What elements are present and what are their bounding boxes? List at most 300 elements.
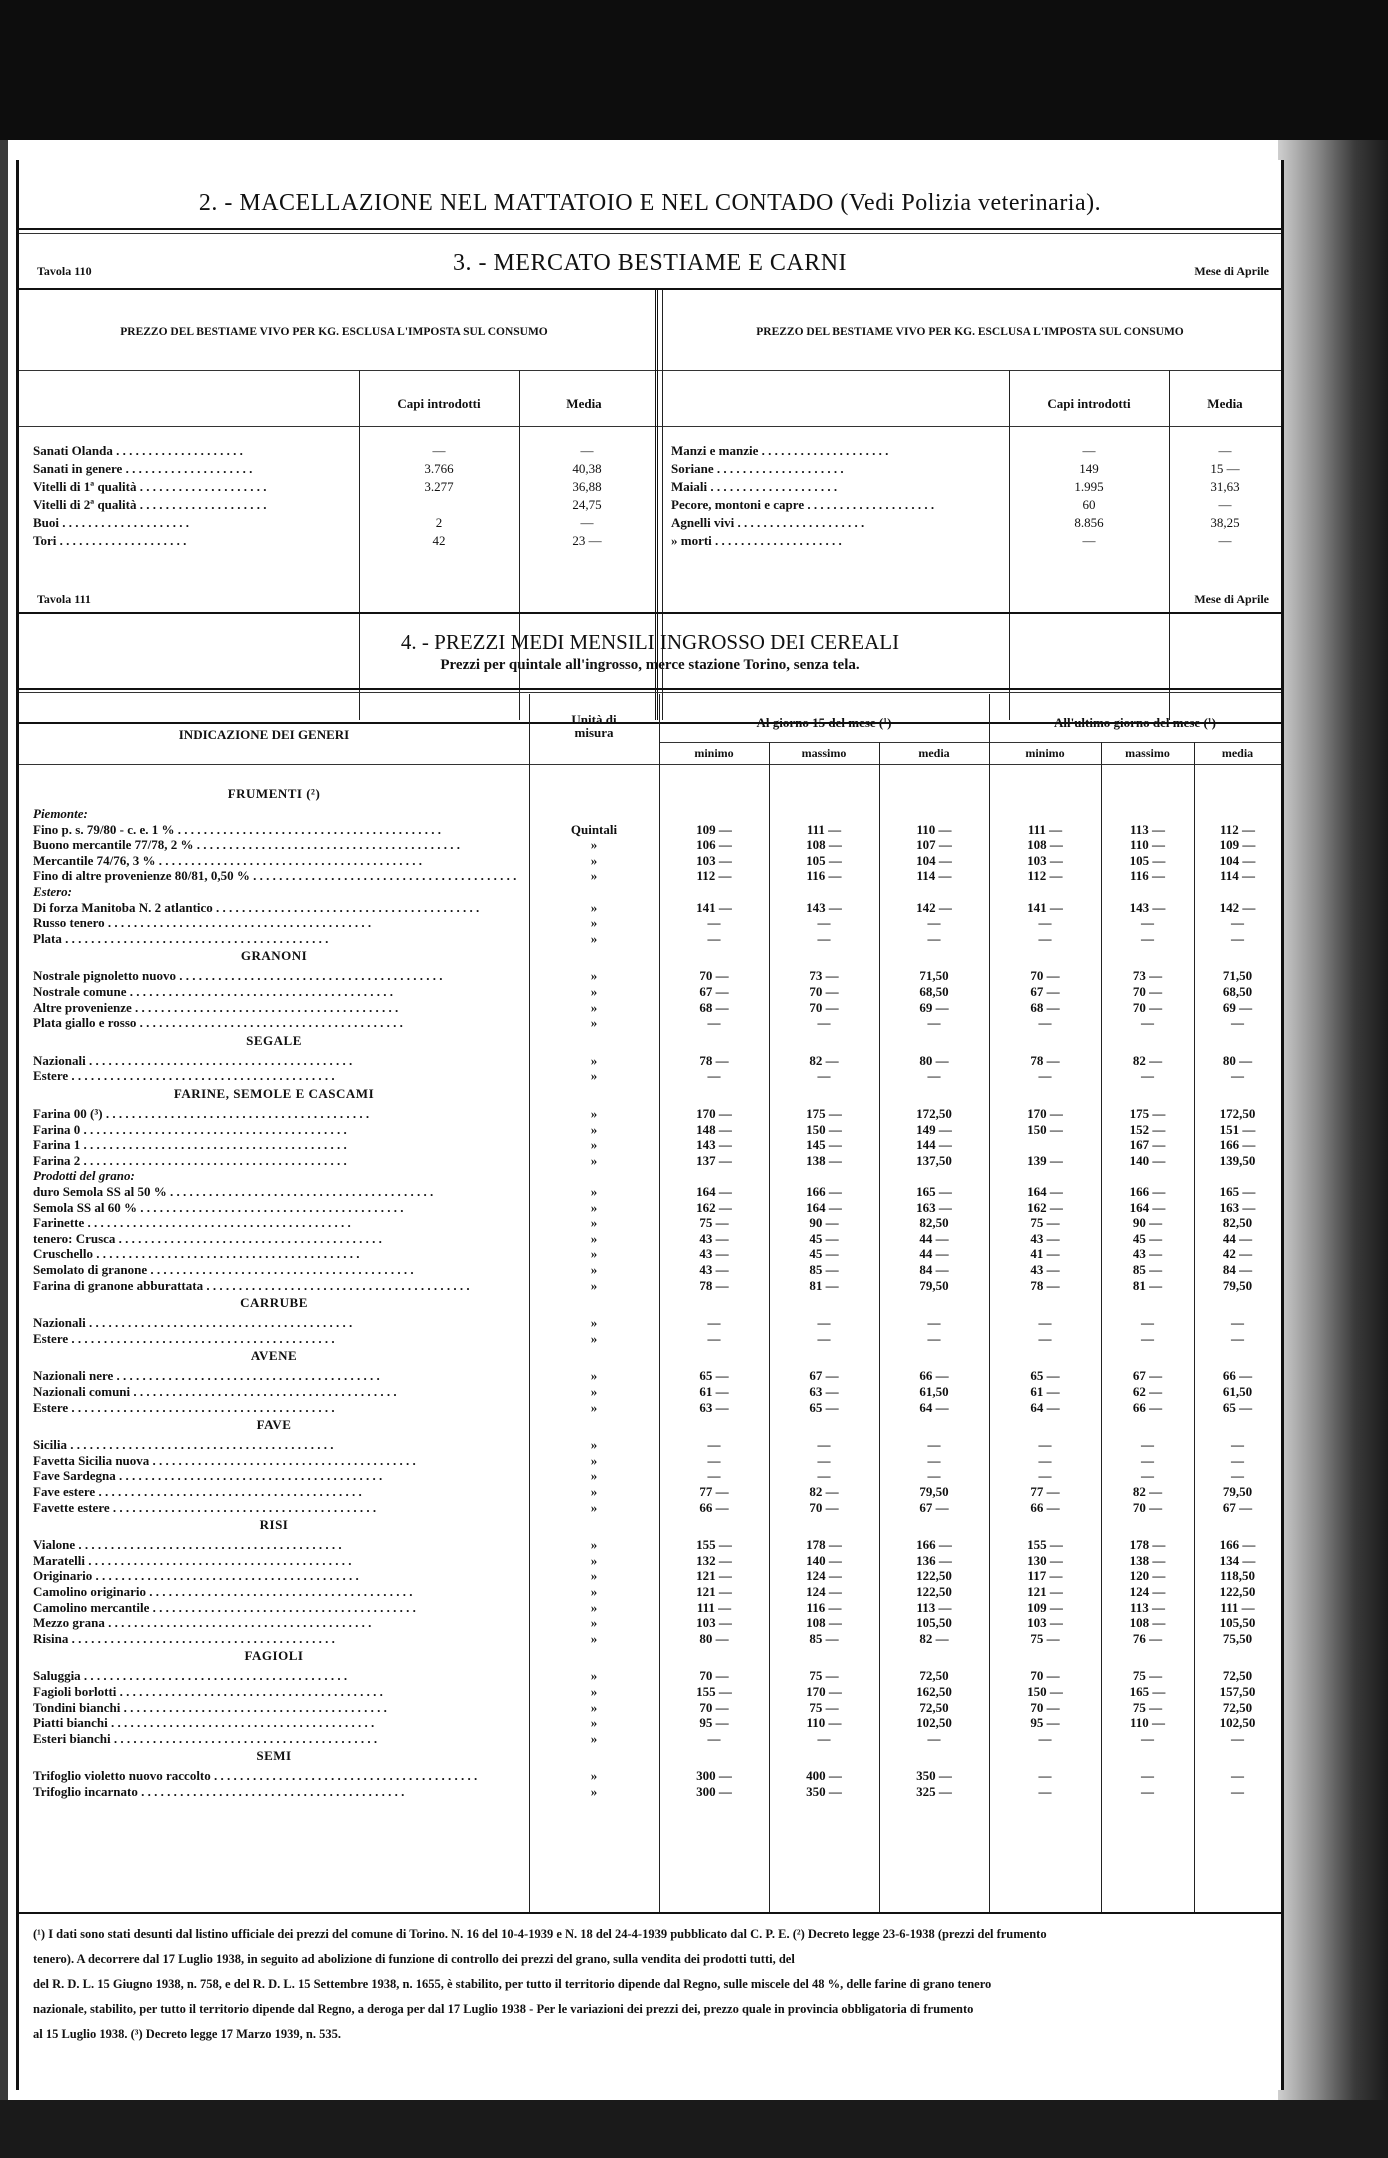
price-cell: 73 — bbox=[1132, 968, 1163, 984]
price-cell: 166 — bbox=[1219, 1537, 1256, 1553]
price-cell: 66 — bbox=[1132, 1399, 1163, 1415]
price-cell: 122,50 bbox=[1219, 1584, 1256, 1599]
price-cell: — bbox=[927, 1315, 941, 1331]
price-cell: 112 — bbox=[1219, 821, 1256, 837]
t110-left-col-media: Media bbox=[566, 396, 602, 411]
livestock-media: 38,25 bbox=[1210, 515, 1240, 530]
scan-top-border bbox=[0, 0, 1388, 140]
price-cell: — bbox=[1141, 1330, 1154, 1346]
price-cell: 78 — bbox=[1030, 1277, 1060, 1293]
price-cell: 139 — bbox=[1027, 1152, 1063, 1168]
unit-cell: » bbox=[590, 1584, 598, 1599]
price-cell: 67 — bbox=[919, 1499, 949, 1515]
price-cell: 164 — bbox=[696, 1184, 732, 1199]
price-cell: 62 — bbox=[1132, 1384, 1163, 1399]
price-cell: — bbox=[1038, 1315, 1052, 1331]
col-unita: Unità di misura bbox=[571, 712, 617, 740]
price-cell: 175 — bbox=[806, 1106, 842, 1121]
price-cell: 66 — bbox=[1030, 1499, 1060, 1515]
price-cell: 75 — bbox=[809, 1668, 839, 1684]
price-cell: 43 — bbox=[699, 1246, 729, 1262]
price-cell: — bbox=[927, 1452, 941, 1468]
price-cell: — bbox=[1231, 1068, 1244, 1084]
divider bbox=[19, 612, 1281, 614]
unit-cell: » bbox=[590, 1537, 598, 1553]
price-cell: — bbox=[1141, 1784, 1154, 1799]
footnote-line: al 15 Luglio 1938. (³) Decreto legge 17 Marzo 1939, n. 535. bbox=[33, 2027, 341, 2041]
price-cell: 43 — bbox=[699, 1262, 729, 1277]
unit-cell: » bbox=[590, 1368, 598, 1384]
price-cell: — bbox=[1231, 915, 1244, 931]
price-cell: 170 — bbox=[806, 1684, 842, 1699]
unit-cell: » bbox=[590, 1230, 598, 1246]
price-cell: 138 — bbox=[806, 1152, 842, 1168]
price-cell: 110 — bbox=[806, 1715, 842, 1731]
cereal-label: Nazionali . . . . . . . . . . . . . . . . . . . . . . . . . . . . . . . . . . . . . . . . . bbox=[33, 1315, 353, 1331]
price-cell: 110 — bbox=[1129, 837, 1166, 853]
price-cell: 166 — bbox=[916, 1537, 952, 1553]
price-cell: 122,50 bbox=[916, 1584, 952, 1599]
price-cell: 103 — bbox=[696, 852, 732, 868]
price-cell: 61 — bbox=[1030, 1384, 1060, 1399]
cereal-label: Trifoglio incarnato . . . . . . . . . . . . . . . . . . . . . . . . . . . . . . . . . . . . . . . . . bbox=[33, 1784, 405, 1799]
unit-cell: » bbox=[590, 868, 598, 884]
cereal-label: Di forza Manitoba N. 2 atlantico . . . . . . . . . . . . . . . . . . . . . . . . . . . . . . . . . . . . . . . . . bbox=[33, 899, 480, 915]
unit-cell: » bbox=[590, 1399, 598, 1415]
unit-cell: » bbox=[590, 1784, 598, 1799]
livestock-label: » morti . . . . . . . . . . . . . . . . . . . . bbox=[671, 533, 842, 548]
price-cell: 139,50 bbox=[1219, 1152, 1256, 1168]
livestock-media: 31,63 bbox=[1210, 479, 1240, 494]
livestock-capi: 2 bbox=[435, 515, 443, 530]
price-cell: 148 — bbox=[696, 1121, 732, 1137]
divider bbox=[19, 764, 1281, 765]
cereal-label: Originario . . . . . . . . . . . . . . . . . . . . . . . . . . . . . . . . . . . . . . . . . bbox=[33, 1568, 359, 1584]
price-cell: 134 — bbox=[1219, 1552, 1256, 1568]
price-cell: 68,50 bbox=[1222, 984, 1253, 999]
price-cell: 113 — bbox=[1129, 1599, 1166, 1615]
price-cell: 106 — bbox=[696, 837, 732, 853]
col-group-15: Al giorno 15 del mese (¹) bbox=[756, 715, 892, 730]
price-cell: 95 — bbox=[699, 1715, 729, 1731]
price-cell: — bbox=[1231, 1015, 1244, 1031]
unit-cell: » bbox=[590, 1499, 598, 1515]
price-cell: 70 — bbox=[1030, 968, 1060, 984]
price-cell: 85 — bbox=[809, 1630, 839, 1646]
price-cell: 165 — bbox=[1219, 1184, 1256, 1199]
price-cell: — bbox=[817, 1468, 831, 1484]
price-cell: — bbox=[1038, 1068, 1052, 1084]
price-cell: 102,50 bbox=[916, 1715, 952, 1731]
price-cell: 67 — bbox=[1132, 1368, 1163, 1384]
price-cell: 75 — bbox=[1030, 1215, 1060, 1231]
price-cell: 82,50 bbox=[919, 1215, 949, 1231]
price-cell: — bbox=[707, 1330, 721, 1346]
price-cell: 66 — bbox=[699, 1499, 729, 1515]
subcategory-label: Prodotti del grano: bbox=[33, 1168, 135, 1184]
price-cell: 82 — bbox=[1132, 1052, 1163, 1068]
price-cell: 45 — bbox=[809, 1246, 839, 1262]
unit-cell: » bbox=[590, 1630, 598, 1646]
price-cell: 144 — bbox=[916, 1137, 952, 1153]
price-cell: — bbox=[817, 1315, 831, 1331]
price-cell: 114 — bbox=[916, 868, 952, 884]
price-cell: 82 — bbox=[919, 1630, 949, 1646]
unit-cell: » bbox=[590, 1468, 598, 1484]
price-cell: 117 — bbox=[1027, 1568, 1063, 1584]
unit-cell: » bbox=[590, 1552, 598, 1568]
category-heading: FARINE, SEMOLE E CASCAMI bbox=[173, 1086, 375, 1101]
price-cell: — bbox=[817, 915, 831, 931]
price-cell: 300 — bbox=[696, 1768, 732, 1784]
price-cell: — bbox=[1141, 915, 1154, 931]
cereal-label: Plata giallo e rosso . . . . . . . . . . . . . . . . . . . . . . . . . . . . . . . . . . . . . . . . . bbox=[33, 1015, 403, 1031]
price-cell: 164 — bbox=[1027, 1184, 1063, 1199]
price-cell: 43 — bbox=[1030, 1230, 1060, 1246]
price-cell: 143 — bbox=[696, 1137, 732, 1153]
price-cell: 64 — bbox=[919, 1399, 949, 1415]
price-cell: 77 — bbox=[699, 1484, 729, 1499]
subcategory-label: Piemonte: bbox=[33, 806, 88, 821]
divider bbox=[19, 370, 1281, 371]
price-cell: 166 — bbox=[806, 1184, 842, 1199]
price-cell: — bbox=[1141, 1768, 1154, 1784]
unit-cell: » bbox=[590, 1730, 598, 1746]
price-cell: 141 — bbox=[696, 899, 732, 915]
unit-cell: » bbox=[590, 1199, 598, 1215]
cereal-label: Trifoglio violetto nuovo raccolto . . . . . . . . . . . . . . . . . . . . . . . . . . . . . . . . . . . . . . . . . bbox=[33, 1768, 478, 1784]
price-cell: 105 — bbox=[1129, 852, 1166, 868]
price-cell: 70 — bbox=[699, 968, 729, 984]
cereal-label: Semola SS al 60 % . . . . . . . . . . . . . . . . . . . . . . . . . . . . . . . . . . . . . . . . . bbox=[33, 1199, 404, 1215]
price-cell: — bbox=[927, 1437, 941, 1453]
cereal-label: Sicilia . . . . . . . . . . . . . . . . . . . . . . . . . . . . . . . . . . . . . . . . . bbox=[33, 1437, 334, 1453]
price-cell: 79,50 bbox=[919, 1484, 949, 1499]
price-cell: 81 — bbox=[1132, 1277, 1163, 1293]
price-cell: 70 — bbox=[1030, 1668, 1060, 1684]
price-cell: 116 — bbox=[1129, 868, 1166, 884]
col-generi: INDICAZIONE DEI GENERI bbox=[178, 727, 350, 742]
price-cell: — bbox=[1231, 1468, 1244, 1484]
cereal-label: Favetta Sicilia nuova . . . . . . . . . . . . . . . . . . . . . . . . . . . . . . . . . . . . . . . . . bbox=[33, 1452, 416, 1468]
price-cell: — bbox=[817, 1015, 831, 1031]
price-cell: — bbox=[927, 1468, 941, 1484]
cereal-label: Camolino originario . . . . . . . . . . . . . . . . . . . . . . . . . . . . . . . . . . . . . . . . . bbox=[33, 1584, 413, 1599]
price-cell: 105,50 bbox=[1219, 1615, 1256, 1631]
price-cell: — bbox=[1231, 1784, 1244, 1799]
livestock-media: — bbox=[1218, 533, 1232, 548]
unit-cell: » bbox=[590, 984, 598, 999]
tavola-111-subtitle: Prezzi per quintale all'ingrosso, merce stazione Torino, senza tela. bbox=[440, 657, 860, 673]
unit-cell: Quintali bbox=[570, 821, 618, 837]
price-cell: 76 — bbox=[1132, 1630, 1163, 1646]
price-cell: 80 — bbox=[699, 1630, 729, 1646]
price-cell: 70 — bbox=[1030, 1699, 1060, 1715]
livestock-media: 24,75 bbox=[572, 497, 602, 512]
price-cell: 66 — bbox=[919, 1368, 949, 1384]
price-cell: 75 — bbox=[1132, 1699, 1163, 1715]
price-cell: 116 — bbox=[806, 1599, 842, 1615]
price-cell: 72,50 bbox=[1222, 1668, 1253, 1684]
tavola-110-title: 3. - MERCATO BESTIAME E CARNI bbox=[452, 250, 848, 276]
price-cell: — bbox=[707, 1015, 721, 1031]
cereal-label: Plata . . . . . . . . . . . . . . . . . . . . . . . . . . . . . . . . . . . . . . . . . bbox=[33, 930, 329, 946]
unit-cell: » bbox=[590, 1246, 598, 1262]
unit-cell: » bbox=[590, 1121, 598, 1137]
price-cell: 84 — bbox=[919, 1262, 949, 1277]
price-cell: 163 — bbox=[1219, 1199, 1256, 1215]
price-cell: 167 — bbox=[1129, 1137, 1166, 1153]
cereal-label: Nazionali . . . . . . . . . . . . . . . . . . . . . . . . . . . . . . . . . . . . . . . . . bbox=[33, 1052, 353, 1068]
price-cell: 175 — bbox=[1129, 1106, 1166, 1121]
scan-right-edge bbox=[1278, 140, 1388, 2130]
price-cell: 64 — bbox=[1030, 1399, 1060, 1415]
livestock-label: Manzi e manzie . . . . . . . . . . . . . . . . . . . . bbox=[671, 443, 889, 458]
t110-right-col-capi: Capi introdotti bbox=[1047, 396, 1131, 411]
price-cell: 95 — bbox=[1030, 1715, 1060, 1731]
price-cell: — bbox=[927, 930, 941, 946]
scan-left-border bbox=[0, 140, 8, 2100]
unit-cell: » bbox=[590, 1330, 598, 1346]
tavola-111-month: Mese di Aprile bbox=[1194, 592, 1269, 606]
cereal-label: Farina 00 (³) . . . . . . . . . . . . . . . . . . . . . . . . . . . . . . . . . . . . . . . . . bbox=[33, 1106, 370, 1121]
t110-right-heading: PREZZO DEL BESTIAME VIVO PER KG. ESCLUSA L'IMPOSTA SUL CONSUMO bbox=[756, 326, 1184, 338]
price-cell: 113 — bbox=[1129, 821, 1166, 837]
price-cell: 70 — bbox=[1132, 1499, 1163, 1515]
tavola-111-title: 4. - PREZZI MEDI MENSILI INGROSSO DEI CEREALI bbox=[400, 630, 900, 654]
cereal-label: Altre provenienze . . . . . . . . . . . . . . . . . . . . . . . . . . . . . . . . . . . . . . . . . bbox=[33, 999, 399, 1015]
price-cell: 143 — bbox=[1129, 899, 1166, 915]
price-cell: 143 — bbox=[806, 899, 842, 915]
cereal-label: Fagioli borlotti . . . . . . . . . . . . . . . . . . . . . . . . . . . . . . . . . . . . . . . . . bbox=[33, 1684, 383, 1699]
price-cell: 141 — bbox=[1027, 899, 1063, 915]
cereal-label: Farinette . . . . . . . . . . . . . . . . . . . . . . . . . . . . . . . . . . . . . . . . . bbox=[33, 1215, 351, 1231]
price-cell: 170 — bbox=[1027, 1106, 1063, 1121]
price-cell: 78 — bbox=[699, 1052, 729, 1068]
unit-cell: » bbox=[590, 899, 598, 915]
unit-cell: » bbox=[590, 1052, 598, 1068]
unit-cell: » bbox=[590, 1315, 598, 1331]
cereal-label: Fave Sardegna . . . . . . . . . . . . . . . . . . . . . . . . . . . . . . . . . . . . . . . . . bbox=[33, 1468, 383, 1484]
price-cell: 82,50 bbox=[1222, 1215, 1253, 1231]
col-rule bbox=[662, 290, 663, 720]
livestock-label: Pecore, montoni e capre . . . . . . . . . . . . . . . . . . . . bbox=[671, 497, 935, 512]
price-cell: 121 — bbox=[696, 1568, 732, 1584]
divider bbox=[19, 692, 1281, 693]
unit-cell: » bbox=[590, 915, 598, 931]
price-cell: 105,50 bbox=[916, 1615, 952, 1631]
price-cell: 43 — bbox=[1132, 1246, 1163, 1262]
price-cell: 155 — bbox=[1027, 1537, 1063, 1553]
price-cell: — bbox=[1038, 1330, 1052, 1346]
price-cell: — bbox=[927, 1330, 941, 1346]
subhead-min: minimo bbox=[1025, 746, 1065, 760]
price-cell: 109 — bbox=[1027, 1599, 1063, 1615]
cereal-label: Vialone . . . . . . . . . . . . . . . . . . . . . . . . . . . . . . . . . . . . . . . . . bbox=[33, 1537, 342, 1553]
cereal-label: Nostrale comune . . . . . . . . . . . . . . . . . . . . . . . . . . . . . . . . . . . . . . . . . bbox=[33, 984, 394, 999]
price-cell: 69 — bbox=[919, 999, 949, 1015]
price-cell: 79,50 bbox=[919, 1277, 949, 1293]
unit-cell: » bbox=[590, 1015, 598, 1031]
price-cell: 82 — bbox=[809, 1052, 839, 1068]
price-cell: 79,50 bbox=[1222, 1484, 1253, 1499]
price-cell: 151 — bbox=[1219, 1121, 1256, 1137]
price-cell: — bbox=[927, 915, 941, 931]
unit-cell: » bbox=[590, 1568, 598, 1584]
price-cell: 67 — bbox=[1030, 984, 1060, 999]
price-cell: 63 — bbox=[699, 1399, 729, 1415]
divider bbox=[659, 742, 1281, 743]
price-cell: — bbox=[817, 1068, 831, 1084]
price-cell: — bbox=[927, 1015, 941, 1031]
livestock-label: Soriane . . . . . . . . . . . . . . . . . . . . bbox=[671, 461, 844, 476]
price-cell: — bbox=[1141, 1315, 1154, 1331]
price-cell: 172,50 bbox=[916, 1106, 952, 1121]
price-cell: 108 — bbox=[1027, 837, 1063, 853]
subhead-med: media bbox=[918, 746, 950, 760]
unit-cell: » bbox=[590, 1068, 598, 1084]
price-cell: — bbox=[707, 930, 721, 946]
unit-cell: » bbox=[590, 852, 598, 868]
price-cell: 104 — bbox=[916, 852, 952, 868]
price-cell: 75 — bbox=[1132, 1668, 1163, 1684]
price-cell: 43 — bbox=[699, 1230, 729, 1246]
price-cell: — bbox=[1038, 1015, 1052, 1031]
category-heading: GRANONI bbox=[240, 948, 308, 964]
divider bbox=[19, 288, 1281, 290]
price-cell: 108 — bbox=[806, 1615, 842, 1631]
unit-cell: » bbox=[590, 1262, 598, 1277]
unit-cell: » bbox=[590, 1437, 598, 1453]
unit-cell: » bbox=[590, 1684, 598, 1699]
price-cell: 84 — bbox=[1222, 1262, 1253, 1277]
price-cell: — bbox=[1038, 1468, 1052, 1484]
price-cell: 65 — bbox=[1030, 1368, 1060, 1384]
category-heading: SEGALE bbox=[246, 1032, 302, 1048]
price-cell: — bbox=[1038, 1437, 1052, 1453]
price-cell: 70 — bbox=[809, 984, 839, 999]
price-cell: 111 — bbox=[1220, 1599, 1255, 1615]
price-cell: 150 — bbox=[806, 1121, 842, 1137]
livestock-capi: 8.856 bbox=[1074, 515, 1104, 530]
cereal-label: Maratelli . . . . . . . . . . . . . . . . . . . . . . . . . . . . . . . . . . . . . . . . . bbox=[33, 1552, 352, 1568]
price-cell: 121 — bbox=[696, 1584, 732, 1599]
price-cell: — bbox=[1231, 1315, 1244, 1331]
footnote-line: nazionale, stabilito, per tutto il territorio dipende dal Regno, a deroga per dal 17 Luglio 1938 - Per le variazioni dei prezzi dei, prezzo quale in provincia obbligatoria di frumento bbox=[33, 2002, 974, 2016]
divider bbox=[19, 233, 1281, 234]
price-cell: 78 — bbox=[699, 1277, 729, 1293]
price-cell: — bbox=[1231, 1330, 1244, 1346]
price-cell: — bbox=[1141, 930, 1154, 946]
price-cell: 107 — bbox=[916, 837, 952, 853]
livestock-capi: 60 bbox=[1082, 497, 1096, 512]
price-cell: 138 — bbox=[1129, 1552, 1166, 1568]
price-cell: 111 — bbox=[1027, 821, 1063, 837]
price-cell: 85 — bbox=[809, 1262, 839, 1277]
price-cell: 72,50 bbox=[919, 1699, 949, 1715]
price-cell: 77 — bbox=[1030, 1484, 1060, 1499]
price-cell: — bbox=[1231, 1437, 1244, 1453]
price-cell: 150 — bbox=[1027, 1684, 1063, 1699]
unit-cell: » bbox=[590, 1768, 598, 1784]
footnote bbox=[33, 1922, 1269, 2047]
cereal-label: Farina 1 . . . . . . . . . . . . . . . . . . . . . . . . . . . . . . . . . . . . . . . . . bbox=[33, 1137, 347, 1153]
price-cell: 109 — bbox=[696, 821, 732, 837]
cereal-label: Tondini bianchi . . . . . . . . . . . . . . . . . . . . . . . . . . . . . . . . . . . . . . . . . bbox=[33, 1699, 387, 1715]
price-cell: 41 — bbox=[1030, 1246, 1060, 1262]
price-cell: — bbox=[1231, 1768, 1244, 1784]
price-cell: 44 — bbox=[1222, 1230, 1253, 1246]
price-cell: 70 — bbox=[809, 999, 839, 1015]
livestock-media: — bbox=[1218, 443, 1232, 458]
livestock-capi: — bbox=[432, 443, 446, 458]
unit-cell: » bbox=[590, 1452, 598, 1468]
price-cell: 80 — bbox=[1222, 1052, 1253, 1068]
price-cell: 70 — bbox=[809, 1499, 839, 1515]
price-cell: 120 — bbox=[1129, 1568, 1166, 1584]
price-cell: 124 — bbox=[806, 1568, 842, 1584]
price-cell: — bbox=[1141, 1015, 1154, 1031]
price-cell: 61 — bbox=[699, 1384, 729, 1399]
category-heading: AVENE bbox=[250, 1348, 298, 1364]
cereal-label: Esteri bianchi . . . . . . . . . . . . . . . . . . . . . . . . . . . . . . . . . . . . . . . . . bbox=[33, 1730, 378, 1746]
price-cell: 137 — bbox=[696, 1152, 732, 1168]
divider bbox=[19, 1912, 1281, 1914]
price-cell: 44 — bbox=[919, 1230, 949, 1246]
price-cell: 82 — bbox=[809, 1484, 839, 1499]
t110-left-col-capi: Capi introdotti bbox=[397, 396, 481, 411]
price-cell: 136 — bbox=[916, 1552, 952, 1568]
price-cell: 44 — bbox=[919, 1246, 949, 1262]
price-cell: — bbox=[707, 1452, 721, 1468]
unit-cell: » bbox=[590, 1384, 598, 1399]
price-cell: 350 — bbox=[916, 1768, 952, 1784]
livestock-media: — bbox=[580, 443, 594, 458]
cereal-label: Mercantile 74/76, 3 % . . . . . . . . . . . . . . . . . . . . . . . . . . . . . . . . . . . . . . . . . bbox=[33, 852, 423, 868]
livestock-capi: 149 bbox=[1079, 461, 1099, 476]
livestock-label: Agnelli vivi . . . . . . . . . . . . . . . . . . . . bbox=[671, 515, 865, 530]
price-cell: 66 — bbox=[1222, 1368, 1253, 1384]
price-cell: 81 — bbox=[809, 1277, 839, 1293]
price-cell: 75 — bbox=[699, 1215, 729, 1231]
unit-cell: » bbox=[590, 1215, 598, 1231]
price-cell: 75 — bbox=[809, 1699, 839, 1715]
cereal-label: Fino di altre provenienze 80/81, 0,50 % . . . . . . . . . . . . . . . . . . . . . . . . . . . . . . . . . . . . . . . . . bbox=[33, 868, 517, 884]
price-cell: — bbox=[1141, 1437, 1154, 1453]
price-cell: 124 — bbox=[1129, 1584, 1166, 1599]
price-cell: 103 — bbox=[1027, 852, 1063, 868]
price-cell: 178 — bbox=[806, 1537, 842, 1553]
price-cell: 162 — bbox=[1027, 1199, 1063, 1215]
price-cell: 85 — bbox=[1132, 1262, 1163, 1277]
price-cell: 172,50 bbox=[1219, 1106, 1256, 1121]
price-cell: 166 — bbox=[1219, 1137, 1256, 1153]
price-cell: 130 — bbox=[1027, 1552, 1063, 1568]
footnote-line: (¹) I dati sono stati desunti dal listino ufficiale dei prezzi del comune di Torino. N. 16 del 10-4-1939 e N. 18 del 24-4-1939 pubblicato dal C. P. E. (²) Decreto legge 23-6-1938 (prezzi del frumento bbox=[33, 1927, 1047, 1941]
cereal-label: Russo tenero . . . . . . . . . . . . . . . . . . . . . . . . . . . . . . . . . . . . . . . . . bbox=[33, 915, 372, 931]
subhead-med: media bbox=[1221, 746, 1254, 760]
price-cell: — bbox=[707, 1437, 721, 1453]
price-cell: — bbox=[817, 1437, 831, 1453]
price-cell: 132 — bbox=[696, 1552, 732, 1568]
price-cell: 69 — bbox=[1222, 999, 1253, 1015]
price-cell: 110 — bbox=[1129, 1715, 1166, 1731]
cereal-label: Saluggia . . . . . . . . . . . . . . . . . . . . . . . . . . . . . . . . . . . . . . . . . bbox=[33, 1668, 348, 1684]
unit-cell: » bbox=[590, 930, 598, 946]
cereal-label: Semolato di granone . . . . . . . . . . . . . . . . . . . . . . . . . . . . . . . . . . . . . . . . . bbox=[33, 1262, 414, 1277]
livestock-label: Tori . . . . . . . . . . . . . . . . . . . . bbox=[33, 533, 187, 548]
price-cell: 162,50 bbox=[916, 1684, 952, 1699]
